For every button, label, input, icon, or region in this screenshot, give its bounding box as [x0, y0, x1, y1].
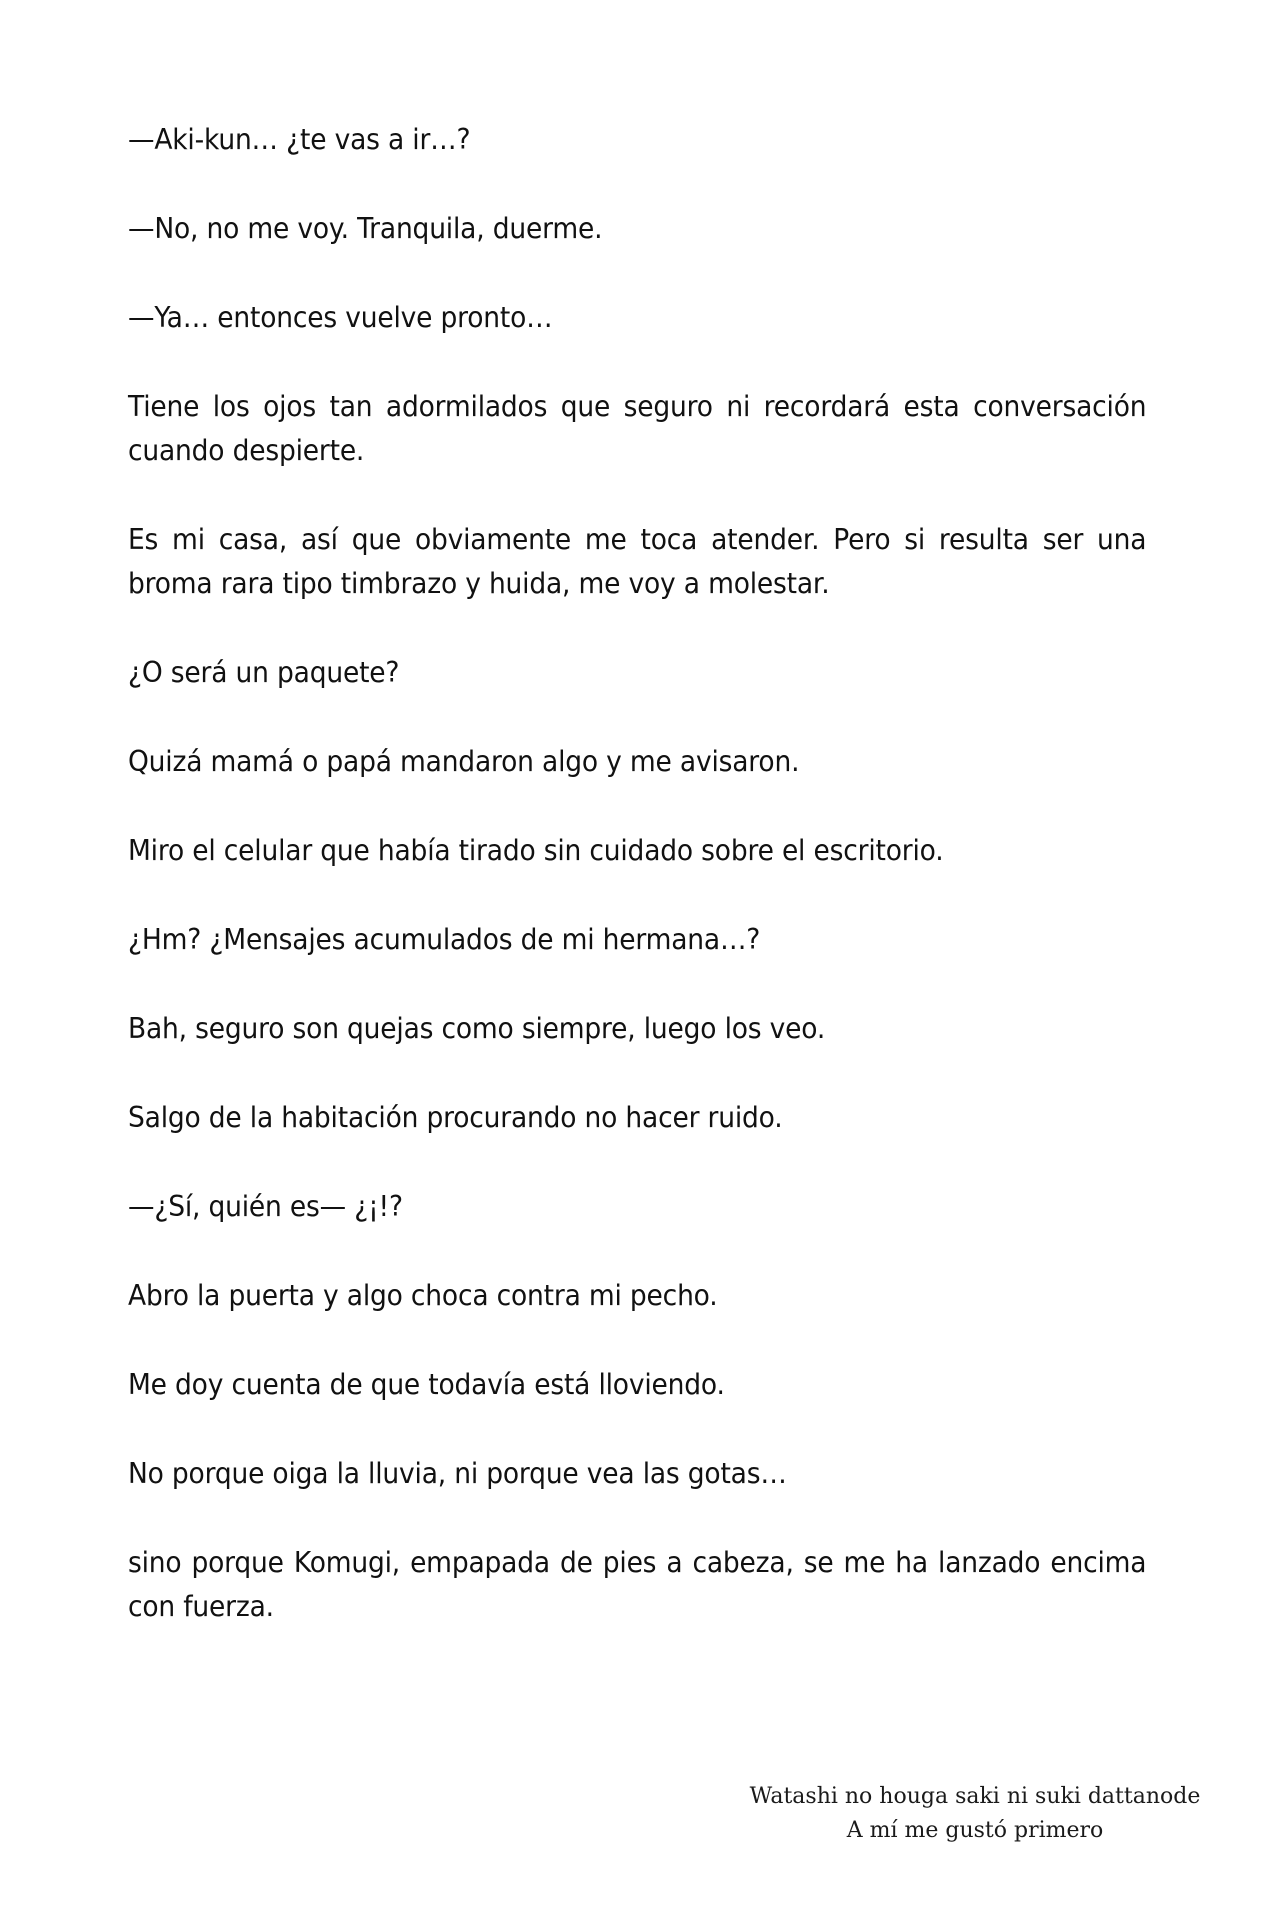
paragraph-3: —Ya… entonces vuelve pronto…	[128, 301, 553, 334]
paragraph-8: Miro el celular que había tirado sin cuidado sobre el escritorio.	[128, 834, 944, 867]
paragraph-16: sino porque Komugi, empapada de pies a cabeza, se me ha lanzado encima con fuerza.	[128, 1546, 1147, 1623]
paragraph-10: Bah, seguro son quejas como siempre, luego los veo.	[128, 1012, 826, 1045]
paragraph-6: ¿O será un paquete?	[128, 656, 400, 689]
footer-title-spanish: A mí me gustó primero	[846, 1818, 1104, 1843]
paragraph-15: No porque oiga la lluvia, ni porque vea las gotas…	[128, 1457, 787, 1490]
paragraph-14: Me doy cuenta de que todavía está lloviendo.	[128, 1368, 725, 1401]
paragraph-7: Quizá mamá o papá mandaron algo y me avisaron.	[128, 745, 800, 778]
paragraph-2: —No, no me voy. Tranquila, duerme.	[128, 212, 603, 245]
paragraph-13: Abro la puerta y algo choca contra mi pecho.	[128, 1279, 718, 1312]
paragraph-4: Tiene los ojos tan adormilados que seguro ni recordará esta conversación cuando despierte.	[128, 390, 1147, 467]
paragraph-9: ¿Hm? ¿Mensajes acumulados de mi hermana…?	[128, 923, 761, 956]
paragraph-11: Salgo de la habitación procurando no hacer ruido.	[128, 1101, 783, 1134]
paragraph-12: —¿Sí, quién es— ¿¡!?	[128, 1190, 403, 1223]
page-footer	[740, 1780, 1210, 1848]
paragraph-5: Es mi casa, así que obviamente me toca atender. Pero si resulta ser una broma rara tipo timbrazo y huida, me voy a molestar.	[128, 523, 1147, 600]
document-body	[128, 118, 1146, 1629]
paragraph-1: —Aki-kun… ¿te vas a ir…?	[128, 123, 471, 156]
footer-title-romaji: Watashi no houga saki ni suki dattanode	[749, 1784, 1201, 1809]
